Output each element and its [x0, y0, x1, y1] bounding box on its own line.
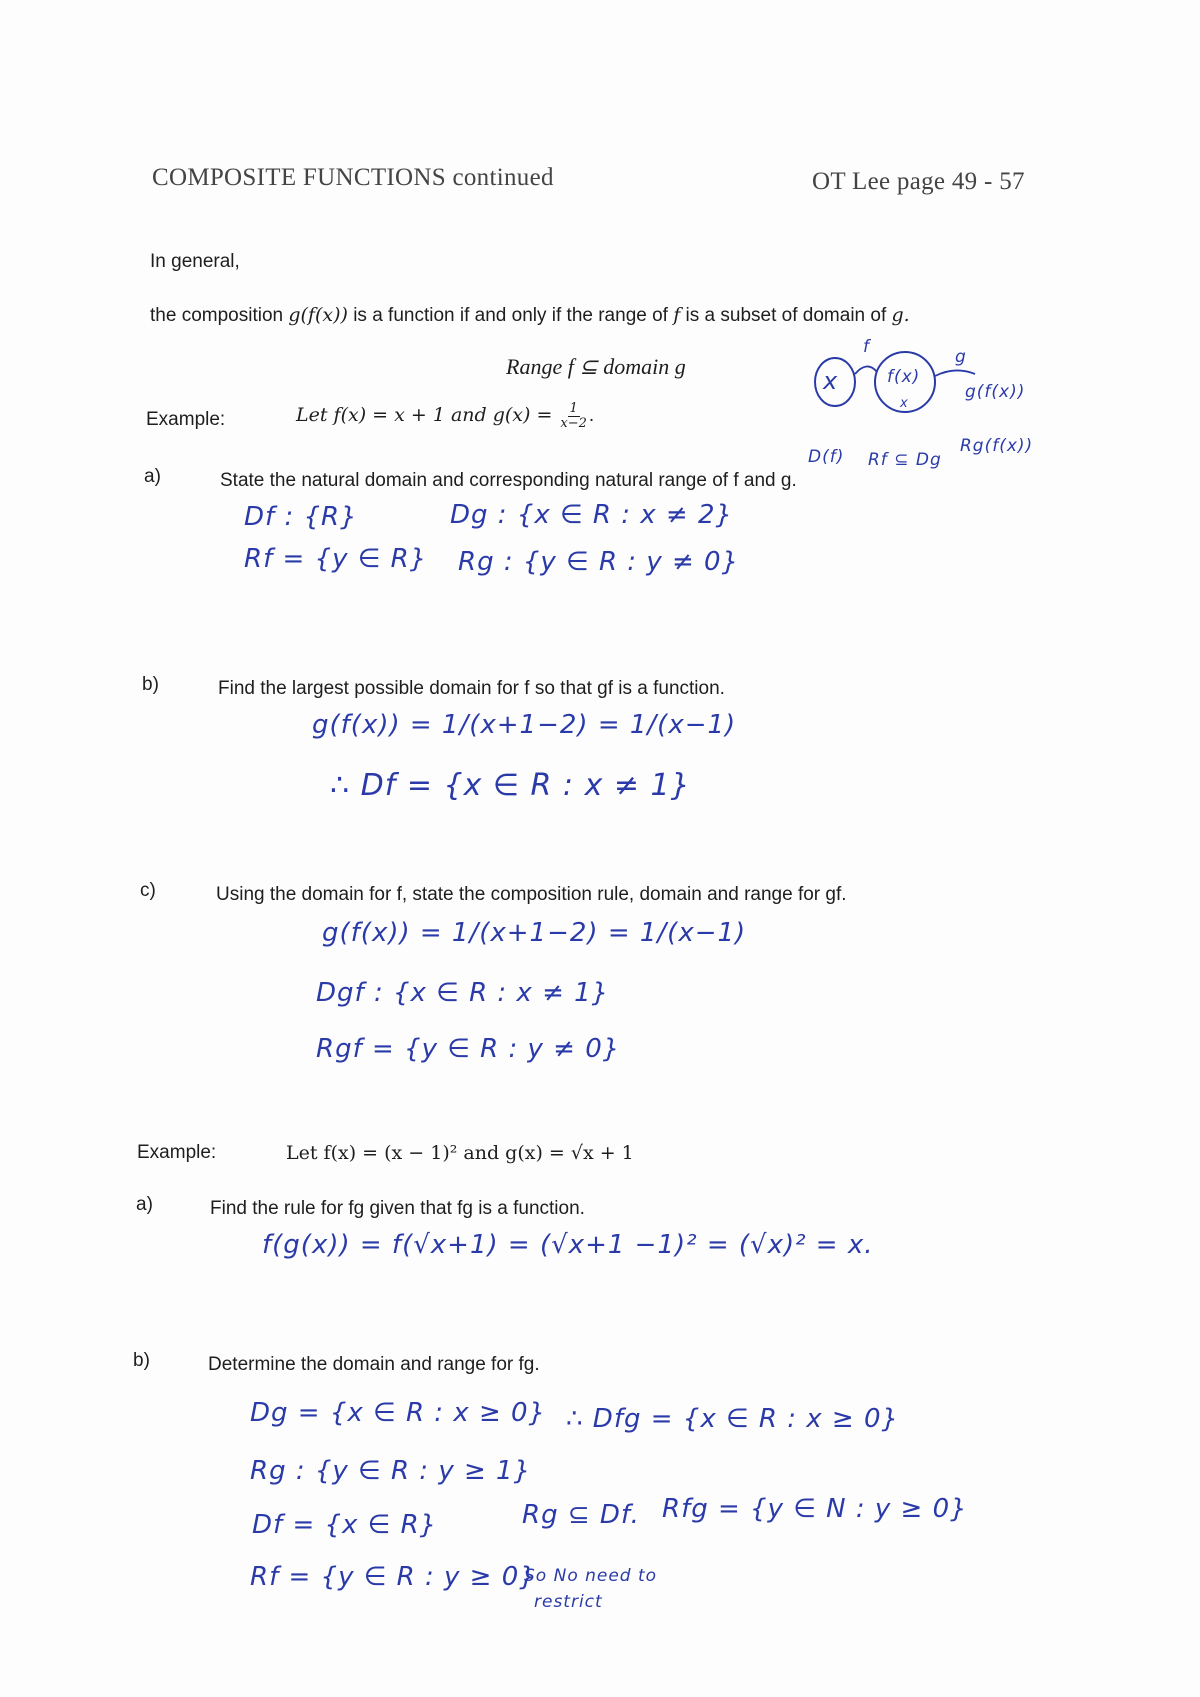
answer-1b-line2: ∴ Df = {x ∈ R : x ≠ 1}: [330, 768, 691, 803]
part-b-label: b): [142, 674, 159, 695]
part-a-label: a): [136, 1194, 153, 1215]
answer-1b-line1: g(f(x)) = 1/(x+1−2) = 1/(x−1): [312, 710, 737, 740]
answer-2b-dfg: ∴ Dfg = {x ∈ R : x ≥ 0}: [566, 1404, 900, 1434]
diagram-range-g: Rg(f(x)): [960, 436, 1034, 456]
question-1c: Using the domain for f, state the composition rule, domain and range for gf.: [216, 884, 847, 905]
answer-2b-note-line2: restrict: [534, 1592, 603, 1612]
answer-2b-df: Df = {x ∈ R}: [252, 1510, 438, 1540]
diagram-rf-dg: Rf ⊆ Dg: [868, 450, 942, 470]
page-reference: OT Lee page 49 - 57: [812, 168, 1025, 195]
diagram-f-label: f: [863, 337, 870, 357]
part-a-label: a): [144, 466, 161, 487]
question-2a: Find the rule for fg given that fg is a function.: [210, 1198, 585, 1219]
answer-2b-rf: Rf = {y ∈ R : y ≥ 0}: [250, 1562, 537, 1592]
diagram-domain-f: D(f): [808, 447, 845, 467]
answer-1c-line1: g(f(x)) = 1/(x+1−2) = 1/(x−1): [322, 918, 747, 948]
diagram-x: x: [823, 367, 839, 395]
answer-1c-line2: Dgf : {x ∈ R : x ≠ 1}: [316, 978, 610, 1008]
definition-line: the composition g(f(x)) is a function if and only if the range of f is a subset of domain of g.: [150, 304, 910, 326]
example-2-label: Example:: [137, 1142, 217, 1163]
intro-line: In general,: [150, 251, 240, 272]
answer-1c-line3: Rgf = {y ∈ R : y ≠ 0}: [316, 1034, 621, 1064]
question-1b: Find the largest possible domain for f so that gf is a function.: [218, 678, 725, 699]
example-1-definition: Let f(x) = x + 1 and g(x) = $\frac{1}{x-2}$ .: [296, 401, 595, 431]
answer-2b-dg: Dg = {x ∈ R : x ≥ 0}: [250, 1398, 547, 1428]
answer-1a-dg: Dg : {x ∈ R : x ≠ 2}: [450, 500, 734, 530]
answer-2b-note-line1: So No need to: [524, 1566, 658, 1586]
question-1a: State the natural domain and corresponding natural range of f and g.: [220, 470, 797, 491]
answer-1a-rf: Rf = {y ∈ R}: [244, 544, 428, 574]
part-c-label: c): [140, 880, 156, 901]
question-2b: Determine the domain and range for fg.: [208, 1354, 540, 1375]
answer-1a-rg: Rg : {y ∈ R : y ≠ 0}: [458, 547, 740, 577]
diagram-g-label: g: [955, 347, 967, 367]
page-title: COMPOSITE FUNCTIONS continued: [152, 164, 554, 191]
answer-2b-subset: Rg ⊆ Df.: [522, 1500, 640, 1530]
answer-2b-rg: Rg : {y ∈ R : y ≥ 1}: [250, 1456, 532, 1486]
diagram-gfx: g(f(x)): [965, 382, 1026, 402]
example-2-definition: Let f(x) = (x − 1)² and g(x) = √x + 1: [286, 1142, 634, 1164]
example-1-label: Example:: [146, 409, 226, 430]
range-subset-rule: Range f ⊆ domain g: [506, 354, 686, 379]
part-b-label: b): [133, 1350, 150, 1371]
answer-2a-line1: f(g(x)) = f(√x+1) = (√x+1 −1)² = (√x)² = x.: [262, 1230, 874, 1260]
diagram-fx: f(x): [887, 367, 921, 387]
answer-2b-rfg: Rfg = {y ∈ N : y ≥ 0}: [662, 1494, 968, 1524]
answer-1a-df: Df : {R}: [244, 502, 358, 532]
diagram-small-x: x: [900, 396, 909, 411]
